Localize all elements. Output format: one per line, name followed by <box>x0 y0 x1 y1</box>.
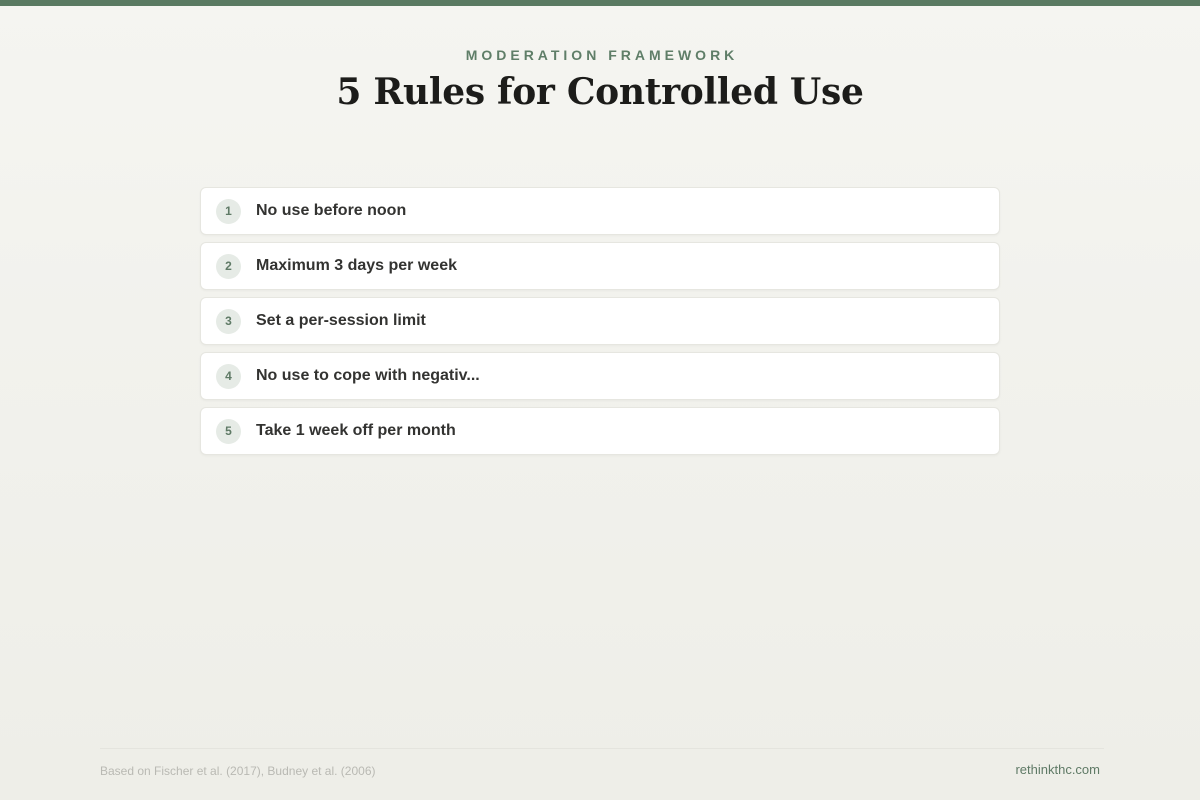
rule-item-3 <box>200 297 1000 345</box>
rules-list <box>200 187 1000 462</box>
rule-text: No use to cope with negativ... <box>256 367 480 384</box>
source-citation: Based on Fischer et al. (2017), Budney et al. (2006) <box>100 764 376 778</box>
site-link[interactable]: rethinkthc.com <box>1015 762 1100 777</box>
rule-text: No use before noon <box>256 202 407 219</box>
rule-text: Maximum 3 days per week <box>256 257 457 274</box>
rule-text: Set a per-session limit <box>256 312 426 329</box>
rule-item-1 <box>200 187 1000 235</box>
rule-number-badge: 3 <box>216 309 241 334</box>
rule-number-badge: 2 <box>216 254 241 279</box>
eyebrow-label: MODERATION FRAMEWORK <box>465 47 739 63</box>
rule-number-badge: 1 <box>216 199 241 224</box>
rule-item-2 <box>200 242 1000 290</box>
rule-item-5 <box>200 407 1000 455</box>
header <box>0 46 1200 114</box>
page-title: 5 Rules for Controlled Use <box>336 71 864 113</box>
rule-number-badge: 4 <box>216 364 241 389</box>
footer-divider <box>100 748 1104 749</box>
rule-item-4 <box>200 352 1000 400</box>
rule-number-badge: 5 <box>216 419 241 444</box>
rule-text: Take 1 week off per month <box>256 422 456 439</box>
top-accent-bar <box>0 0 1200 6</box>
